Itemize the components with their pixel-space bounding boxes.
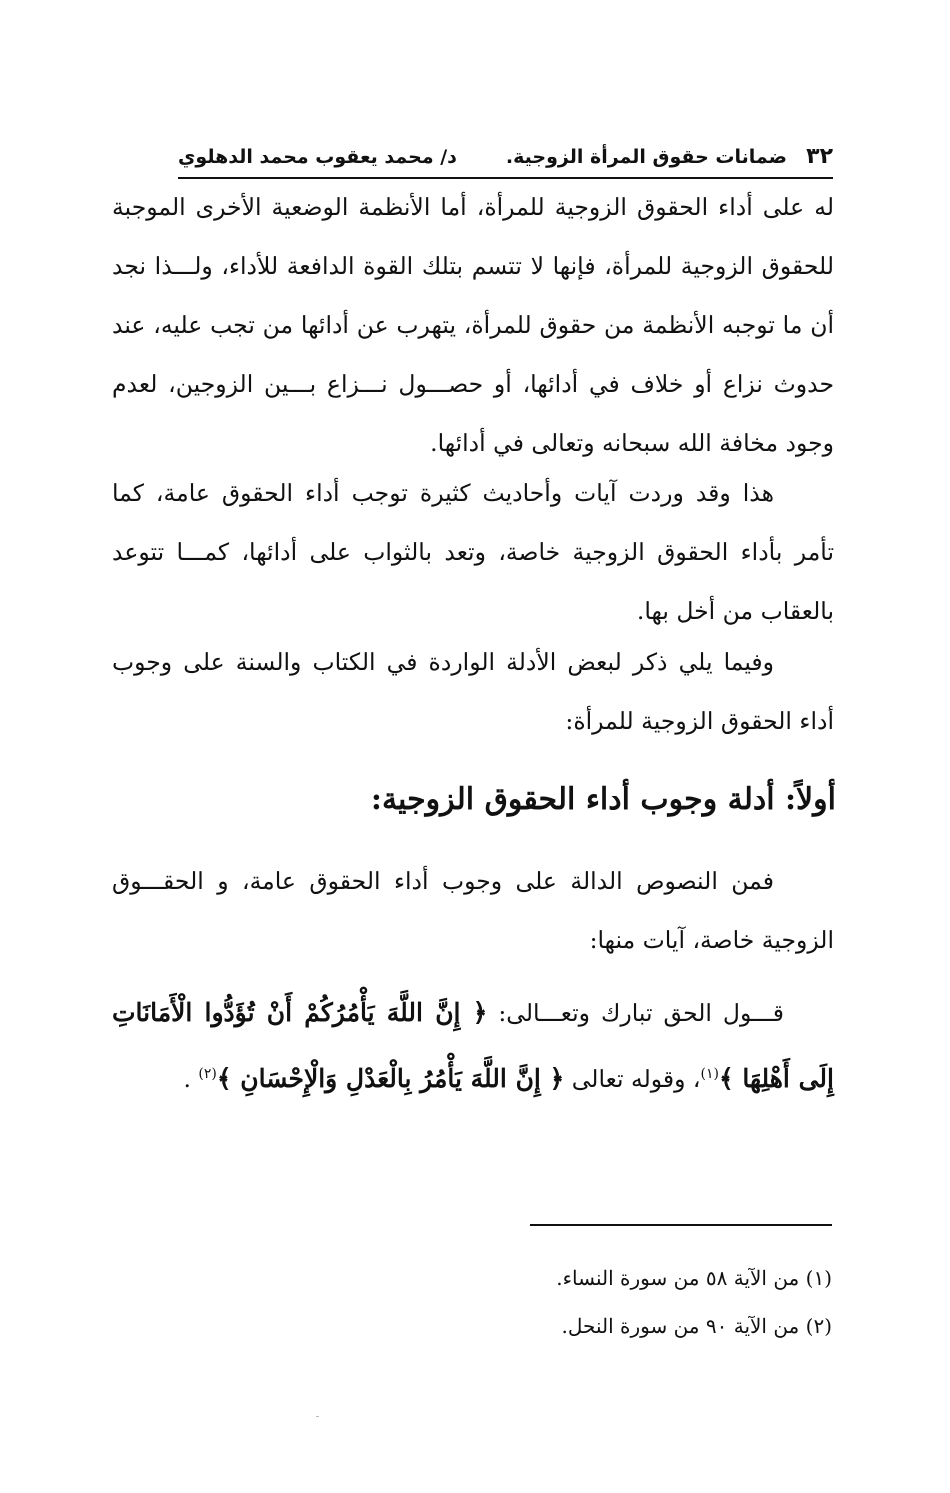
paragraph-5 xyxy=(112,980,834,1112)
paragraph-3: وفيما يلي ذكر لبعض الأدلة الواردة في الكتاب والسنة على وجوب أداء الحقوق الزوجية للمرأة: xyxy=(112,648,834,735)
paragraph-end: . xyxy=(183,1065,199,1093)
paragraph-2: هذا وقد وردت آيات وأحاديث كثيرة توجب أداء الحقوق عامة، كما تأمر بأداء الحقوق الزوجية خاصة، وتعد بالثواب على أدائها، كمـــا تتوعد بالعقاب من أخل بها. xyxy=(112,479,834,625)
quran-verse-2: ﴿ إِنَّ اللَّهَ يَأْمُرُ بِالْعَدْلِ وَالْإِحْسَانِ ﴾ xyxy=(216,1064,565,1093)
footnote-2: (٢) من الآية ٩٠ من سورة النحل. xyxy=(561,1314,832,1338)
verse-intro: قـــول الحق تبارك وتعـــالى: xyxy=(487,999,785,1027)
verse-connector: ، وقوله تعالى xyxy=(564,1065,701,1093)
paragraph-4: فمن النصوص الدالة على وجوب أداء الحقوق عامة، و الحقـــوق الزوجية خاصة، آيات منها: xyxy=(112,867,834,954)
scan-speck xyxy=(316,1416,319,1417)
footnote-1: (١) من الآية ٥٨ من سورة النساء. xyxy=(556,1266,832,1290)
section-heading: أولاً: أدلة وجوب أداء الحقوق الزوجية: xyxy=(370,782,836,817)
page-number: ٣٢ xyxy=(806,144,833,169)
quran-verse-1: ﴿ إِنَّ اللَّهَ يَأْمُرُكُمْ أَنْ تُؤَدُّوا الْأَمَانَاتِ إِلَى أَهْلِهَا ﴾ xyxy=(112,998,834,1093)
running-header xyxy=(178,140,833,174)
book-title: ضمانات حقوق المرأة الزوجية. xyxy=(505,146,787,168)
author-name: د/ محمد يعقوب محمد الدهلوي xyxy=(178,146,457,168)
footnote-ref-1: (١) xyxy=(700,1066,719,1083)
footnote-divider xyxy=(530,1224,832,1226)
paragraph-1: له على أداء الحقوق الزوجية للمرأة، أما الأنظمة الوضعية الأخرى الموجبة للحقوق الزوجية للمرأة، فإنها لا تتسم بتلك القوة الدافعة للأداء، ولـــذا نجد أن ما توجبه الأنظمة من حقوق للمرأة، يتهرب عن أدائها من تجب عليه، عند حدوث نزاع أو خلاف في أدائها، أو حصـــول نـــزاع بـــين الزوجين، لعدم وجود مخافة الله سبحانه وتعالى في أدائها. xyxy=(112,193,834,457)
footnote-ref-2: (٢) xyxy=(198,1066,217,1083)
footnotes xyxy=(400,1254,832,1350)
